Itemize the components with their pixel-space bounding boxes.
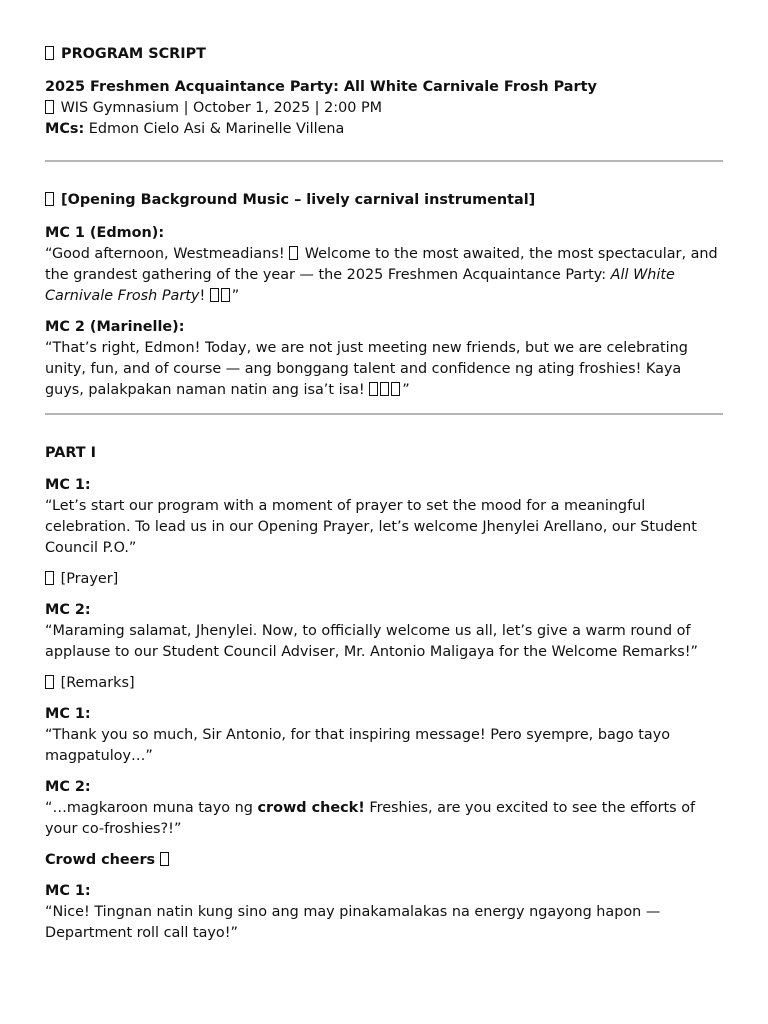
mcs-line [45,119,723,140]
clapping-hands-icon [380,382,389,396]
remarks-cue-text: [Remarks] [60,675,135,691]
prayer-cue [45,569,723,590]
opening-mc1-text: “Good afternoon, Westmeadians! Welcome to the most awaited, the most spectacular, and the grandest gathering of the year — the 2025 Freshmen Acquaintance Party: All White Carnivale Frosh Party! ” [45,246,718,304]
opening-mc1-label: MC 1 (Edmon): [45,225,165,241]
event-title: 2025 Freshmen Acquaintance Party: All White Carnivale Frosh Party [45,79,597,95]
script-page [45,36,723,954]
venue-line [45,98,723,119]
part1-mc1-label-3: MC 1: [45,883,91,899]
mcs-label: MCs: [45,121,85,137]
divider-2 [45,413,723,415]
part1-mc2-label-2: MC 2: [45,779,91,795]
doc-label [45,44,723,65]
opening-mc2-label: MC 2 (Marinelle): [45,319,185,335]
sparkles-icon [289,246,298,260]
mcs-names: Edmon Cielo Asi & Marinelle Villena [88,121,345,137]
microphone-icon [45,675,54,689]
clapping-hands-icon [391,382,400,396]
part1-heading-block [45,443,723,464]
part1-mc2-block-2 [45,777,723,840]
party-icon [210,288,219,302]
part1-mc1-text-1: “Let’s start our program with a moment of prayer to set the mood for a meaningful celebration. To lead us in our Opening Prayer, let’s welcome Jhenylei Arellano, our Student Council P.O.” [45,498,697,556]
location-pin-icon [45,100,54,114]
clipboard-icon [45,46,54,60]
part1-mc1-label-2: MC 1: [45,706,91,722]
part1-mc2-text-2: “…magkaroon muna tayo ng crowd check! Freshies, are you excited to see the efforts of your co-froshies?!” [45,800,696,837]
opening-mc1-block [45,223,723,307]
opening-cue [45,190,723,211]
part1-mc1-text-3: “Nice! Tingnan natin kung sino ang may pinakamalakas na energy ngayong hapon — Department roll call tayo!” [45,904,661,941]
clapping-hands-icon [369,382,378,396]
opening-mc2-block [45,317,723,401]
part1-heading: PART I [45,445,96,461]
cheering-icon [160,852,169,866]
part1-mc2-text-1: “Maraming salamat, Jhenylei. Now, to officially welcome us all, let’s give a warm round of applause to our Student Council Adviser, Mr. Antonio Maligaya for the Welcome Remarks!” [45,623,698,660]
prayer-cue-text: [Prayer] [60,571,119,587]
part1-mc1-block-3 [45,881,723,944]
crowd-cheers-cue [45,850,723,871]
part1-mc1-block-1 [45,475,723,559]
doc-label-text: PROGRAM SCRIPT [61,46,206,62]
part1-mc2-block-1 [45,600,723,663]
remarks-cue [45,673,723,694]
venue-text: WIS Gymnasium | October 1, 2025 | 2:00 PM [60,100,383,116]
divider-1 [45,160,723,162]
praying-hands-icon [45,571,54,585]
part1-mc1-label-1: MC 1: [45,477,91,493]
opening-mc2-text: “That’s right, Edmon! Today, we are not just meeting new friends, but we are celebrating unity, fun, and of course — ang bonggang talent and confidence ng ating froshies! Kaya guys, palakpakan naman natin ang isa’t isa! ” [45,340,688,398]
crowd-cheers-text: Crowd cheers [45,852,156,868]
part1-mc1-block-2 [45,704,723,767]
part1-mc2-label-1: MC 2: [45,602,91,618]
part1-mc1-text-2: “Thank you so much, Sir Antonio, for that inspiring message! Pero syempre, bago tayo magpatuloy…” [45,727,671,764]
music-note-icon [45,192,54,206]
confetti-icon [221,288,230,302]
opening-cue-text: [Opening Background Music – lively carnival instrumental] [61,192,536,208]
